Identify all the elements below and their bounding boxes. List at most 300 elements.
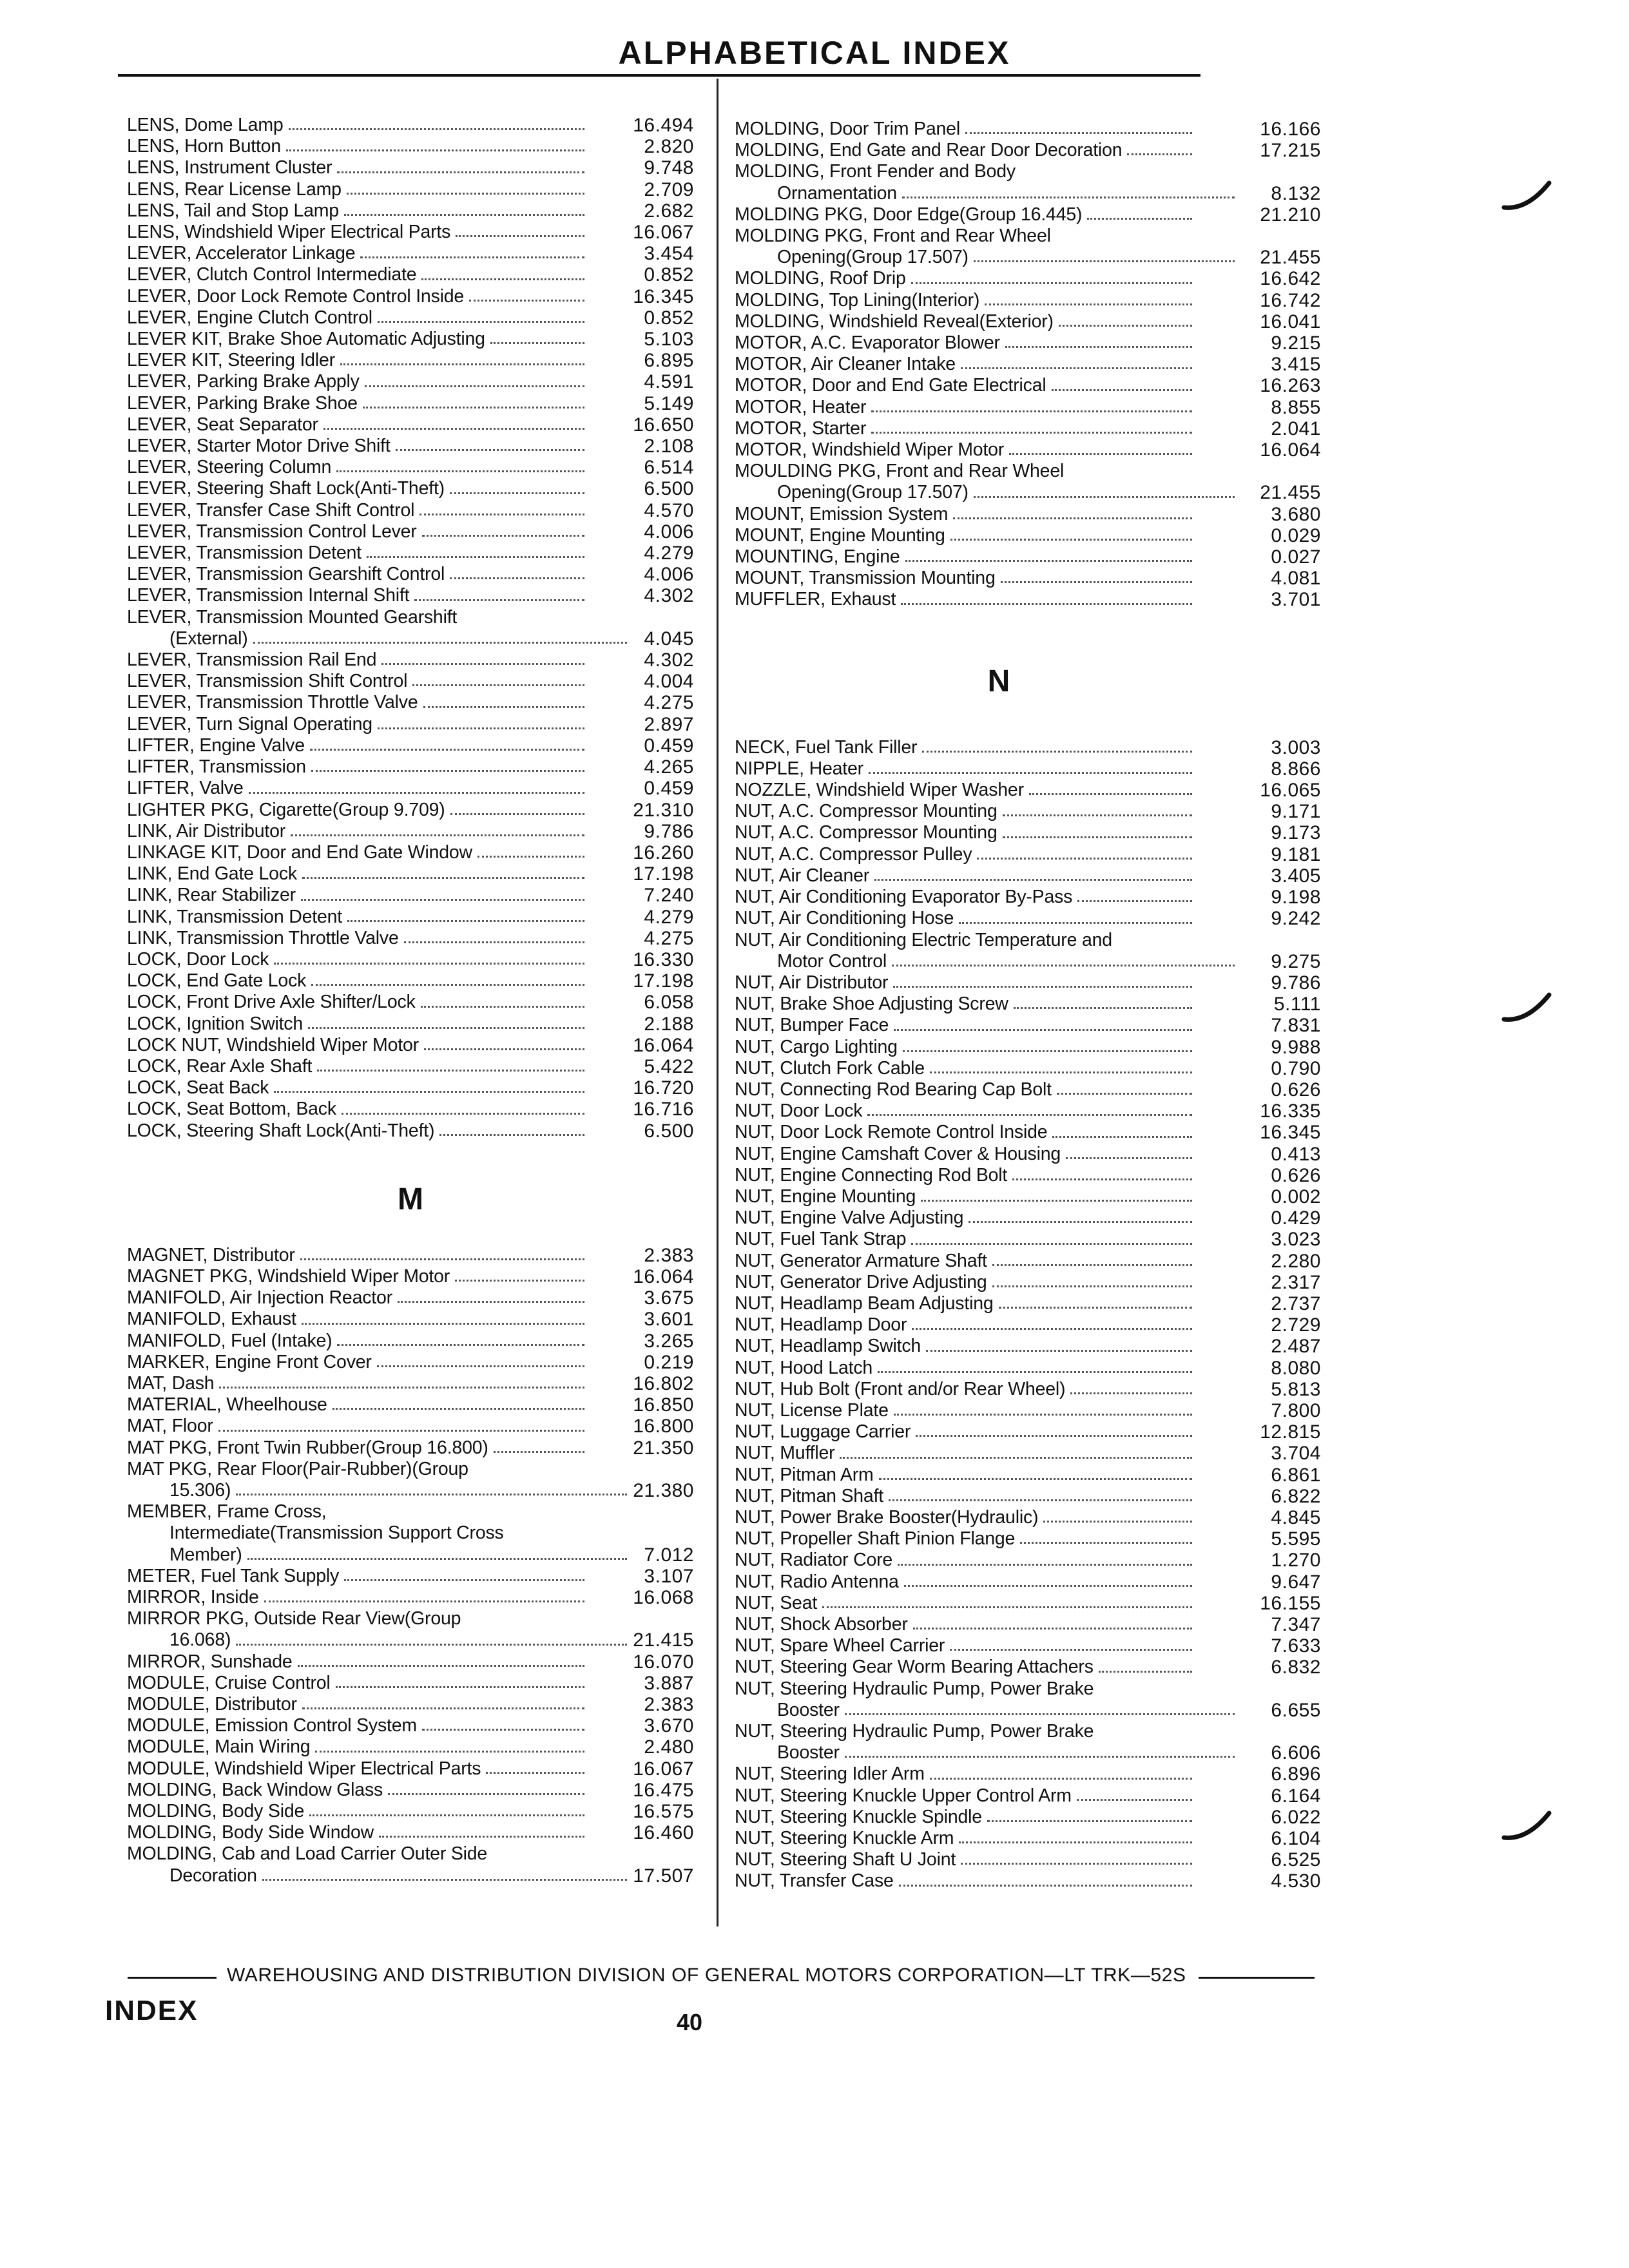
entry-page-ref: 0.459 xyxy=(644,778,694,800)
entry-text: NUT, Generator Drive Adjusting xyxy=(735,1272,990,1293)
entry-page-ref: 3.601 xyxy=(644,1309,694,1331)
index-entry xyxy=(735,375,1321,396)
index-entry xyxy=(735,1528,1321,1550)
entry-page-ref: 4.006 xyxy=(644,521,694,543)
dot-leader xyxy=(309,970,584,992)
entry-page-ref: 16.041 xyxy=(1260,311,1321,332)
dot-leader xyxy=(865,1100,1192,1122)
index-entry xyxy=(735,568,1321,589)
entry-text: LOCK, Door Lock xyxy=(127,949,271,970)
dot-leader xyxy=(958,1849,1192,1870)
index-entry xyxy=(735,758,1321,780)
dot-leader xyxy=(971,247,1235,268)
entry-page-ref: 4.302 xyxy=(644,585,694,607)
entry-text: LOCK, Seat Back xyxy=(127,1077,271,1099)
entry-page-ref: 6.606 xyxy=(1271,1742,1321,1764)
index-entry xyxy=(735,546,1321,568)
entry-text: NUT, Transfer Case xyxy=(735,1870,896,1892)
entry-text: NUT, A.C. Compressor Mounting xyxy=(735,822,1000,843)
index-entry xyxy=(735,1037,1321,1058)
dot-leader xyxy=(1124,140,1192,161)
entry-text: NUT, Clutch Fork Cable xyxy=(735,1058,927,1079)
dot-leader xyxy=(412,585,584,606)
entry-text: MOLDING, Door Trim Panel xyxy=(735,119,963,140)
entry-page-ref: 8.866 xyxy=(1271,758,1321,780)
dot-leader xyxy=(314,1056,584,1077)
section-letter: M xyxy=(398,1182,423,1216)
dot-leader xyxy=(1011,994,1192,1015)
entry-page-ref: 6.022 xyxy=(1271,1806,1321,1828)
dot-leader xyxy=(966,1207,1192,1229)
index-entry xyxy=(127,1099,694,1120)
dot-leader xyxy=(990,1251,1192,1272)
dot-leader xyxy=(298,885,584,906)
index-entry xyxy=(735,1400,1321,1421)
entry-text: NUT, Seat xyxy=(735,1593,820,1614)
index-entry xyxy=(735,1165,1321,1186)
entry-text: MAT, Dash xyxy=(127,1373,217,1394)
entry-text: LENS, Dome Lamp xyxy=(127,115,286,136)
entry-page-ref: 2.108 xyxy=(644,436,694,457)
dot-leader xyxy=(948,525,1192,546)
index-entry xyxy=(127,692,694,713)
dot-leader xyxy=(901,1571,1192,1593)
entry-page-ref: 4.302 xyxy=(644,649,694,671)
dot-leader xyxy=(437,1120,584,1142)
entry-page-ref: 4.845 xyxy=(1271,1506,1321,1528)
entry-page-ref: 21.350 xyxy=(633,1437,694,1459)
page-number: 40 xyxy=(677,2009,703,2035)
index-entry xyxy=(735,780,1321,801)
dot-leader xyxy=(923,1336,1192,1357)
entry-text: MUFFLER, Exhaust xyxy=(735,589,898,610)
entry-page-ref: 9.786 xyxy=(1271,972,1321,994)
entry-text: LEVER, Accelerator Linkage xyxy=(127,243,358,264)
dot-leader xyxy=(307,735,584,756)
index-entry xyxy=(735,1635,1321,1657)
dot-leader xyxy=(842,1742,1235,1763)
entry-page-ref: 16.716 xyxy=(633,1099,694,1120)
dot-leader xyxy=(333,1673,584,1694)
dot-leader xyxy=(419,264,584,285)
entry-page-ref: 0.852 xyxy=(644,307,694,329)
index-entry xyxy=(127,735,694,756)
entry-text: NUT, Air Conditioning Hose xyxy=(735,908,956,929)
index-entry xyxy=(735,930,1321,972)
dot-leader xyxy=(958,354,1192,375)
index-entry xyxy=(735,504,1321,525)
entry-page-ref: 3.887 xyxy=(644,1672,694,1694)
entry-page-ref: 9.786 xyxy=(644,820,694,842)
dot-leader xyxy=(927,1763,1192,1785)
page-title: ALPHABETICAL INDEX xyxy=(618,35,1011,71)
index-entry xyxy=(735,1293,1321,1314)
dot-leader xyxy=(889,951,1235,972)
entry-text: METER, Fuel Tank Supply xyxy=(127,1566,342,1587)
entry-text: NUT, Headlamp Switch xyxy=(735,1336,923,1357)
entry-text: NUT, Propeller Shaft Pinion Flange xyxy=(735,1528,1017,1550)
index-entry xyxy=(127,521,694,543)
dot-leader xyxy=(900,1037,1192,1058)
index-entry xyxy=(735,1122,1321,1143)
entry-page-ref: 5.422 xyxy=(644,1055,694,1077)
dot-leader xyxy=(985,1807,1192,1828)
dot-leader xyxy=(1050,1122,1192,1143)
index-entry xyxy=(127,1437,694,1459)
entry-text: MOLDING, End Gate and Rear Door Decoration xyxy=(735,140,1124,161)
entry-page-ref: 16.166 xyxy=(1260,119,1321,140)
check-mark-icon xyxy=(1501,1809,1553,1848)
entry-text: MOULDING PKG, Front and Rear Wheel xyxy=(735,461,1066,481)
dot-leader xyxy=(338,350,584,371)
check-mark-icon xyxy=(1501,991,1553,1030)
entry-text: MOLDING PKG, Front and Rear Wheel xyxy=(735,226,1054,246)
dot-leader xyxy=(998,568,1192,589)
entry-text: MAT PKG, Rear Floor(Pair-Rubber)(Group xyxy=(127,1459,471,1479)
entry-page-ref: 16.460 xyxy=(633,1822,694,1844)
entry-page-ref: 7.633 xyxy=(1271,1635,1321,1657)
section-letter: N xyxy=(987,664,1010,698)
index-entry xyxy=(127,1035,694,1056)
entry-text: NUT, Steering Knuckle Arm xyxy=(735,1828,956,1849)
entry-text: MOLDING, Front Fender and Body xyxy=(735,161,1018,182)
entry-text: LEVER, Transmission Rail End xyxy=(127,649,379,671)
index-entry xyxy=(127,778,694,799)
entry-text: MOTOR, Heater xyxy=(735,397,869,418)
entry-page-ref: 1.270 xyxy=(1271,1550,1321,1571)
dot-leader xyxy=(271,1077,584,1099)
dot-leader xyxy=(344,179,584,200)
dot-leader xyxy=(842,1700,1235,1721)
entry-text: MANIFOLD, Exhaust xyxy=(127,1309,299,1330)
entry-text: LOCK, Front Drive Axle Shifter/Lock xyxy=(127,992,418,1013)
dot-leader xyxy=(300,863,584,885)
index-entry xyxy=(735,844,1321,865)
dot-leader xyxy=(374,1352,584,1373)
entry-page-ref: 0.626 xyxy=(1271,1164,1321,1186)
index-entry xyxy=(735,1763,1321,1785)
entry-text: LOCK NUT, Windshield Wiper Motor xyxy=(127,1035,421,1056)
index-entry xyxy=(735,1593,1321,1614)
entry-page-ref: 16.650 xyxy=(633,414,694,436)
entry-text: Intermediate(Transmission Support Cross xyxy=(169,1523,506,1543)
dot-leader xyxy=(900,183,1235,204)
entry-page-ref: 9.275 xyxy=(1271,950,1321,972)
entry-text: NUT, Hub Bolt (Front and/or Rear Wheel) xyxy=(735,1379,1068,1400)
entry-page-ref: 4.045 xyxy=(644,628,694,649)
entry-text: LOCK, Seat Bottom, Back xyxy=(127,1099,339,1120)
entry-page-ref: 0.029 xyxy=(1271,524,1321,546)
entry-page-ref: 4.279 xyxy=(644,543,694,564)
dot-leader xyxy=(1007,439,1192,461)
entry-text: NUT, Pitman Arm xyxy=(735,1465,876,1486)
index-entry xyxy=(127,157,694,178)
dot-leader xyxy=(339,1099,584,1120)
entry-page-ref: 21.415 xyxy=(633,1629,694,1651)
entry-page-ref: 7.831 xyxy=(1271,1015,1321,1037)
entry-text: LOCK, Steering Shaft Lock(Anti-Theft) xyxy=(127,1120,437,1142)
entry-page-ref: 16.494 xyxy=(633,115,694,136)
entry-page-ref: 6.655 xyxy=(1271,1699,1321,1721)
entry-page-ref: 5.595 xyxy=(1271,1528,1321,1550)
index-entry xyxy=(127,414,694,436)
index-entry xyxy=(735,140,1321,161)
entry-text: NUT, Spare Wheel Carrier xyxy=(735,1635,947,1657)
index-entry xyxy=(735,801,1321,822)
entry-page-ref: 2.897 xyxy=(644,713,694,735)
index-entry xyxy=(735,1550,1321,1571)
dot-leader xyxy=(920,737,1192,758)
entry-page-ref: 16.345 xyxy=(633,285,694,307)
dot-leader xyxy=(418,992,584,1013)
index-entry xyxy=(735,461,1321,503)
entry-text: LINK, Air Distributor xyxy=(127,821,288,842)
index-entry xyxy=(127,1245,694,1266)
entry-page-ref: 3.265 xyxy=(644,1330,694,1352)
index-entry xyxy=(127,1501,694,1566)
entry-page-ref: 21.455 xyxy=(1260,482,1321,504)
entry-text: LIFTER, Transmission xyxy=(127,756,309,778)
entry-text: NUT, Air Conditioning Evaporator By-Pass xyxy=(735,887,1075,908)
entry-text: LEVER, Transfer Case Shift Control xyxy=(127,500,417,521)
index-entry xyxy=(127,756,694,778)
index-entry xyxy=(735,1614,1321,1635)
entry-text: LINKAGE KIT, Door and End Gate Window xyxy=(127,842,475,863)
entry-text: LEVER, Transmission Shift Control xyxy=(127,671,410,692)
entry-text: NUT, Engine Camshaft Cover & Housing xyxy=(735,1144,1063,1165)
check-mark-icon xyxy=(1501,179,1553,218)
entry-text: LEVER, Starter Motor Drive Shift xyxy=(127,436,393,457)
entry-text: LENS, Rear License Lamp xyxy=(127,179,344,200)
entry-text: NUT, Bumper Face xyxy=(735,1015,891,1036)
index-entry xyxy=(735,1870,1321,1892)
entry-text: NUT, Steering Gear Worm Bearing Attachers xyxy=(735,1657,1096,1678)
dot-leader xyxy=(330,1394,584,1416)
dot-leader xyxy=(866,758,1192,780)
index-entry xyxy=(735,887,1321,908)
entry-text: MODULE, Main Wiring xyxy=(127,1736,313,1758)
dot-leader xyxy=(251,628,627,649)
index-entry xyxy=(735,439,1321,461)
index-entry xyxy=(735,1571,1321,1593)
entry-text: LEVER, Steering Shaft Lock(Anti-Theft) xyxy=(127,478,447,499)
dot-leader xyxy=(974,844,1192,865)
dot-leader xyxy=(313,1736,584,1758)
entry-page-ref: 2.820 xyxy=(644,136,694,158)
dot-leader xyxy=(1041,1507,1192,1528)
entry-page-ref: 2.383 xyxy=(644,1244,694,1266)
entry-page-ref: 9.181 xyxy=(1271,843,1321,865)
entry-page-ref: 21.210 xyxy=(1260,204,1321,226)
index-entry xyxy=(735,1079,1321,1100)
dot-leader xyxy=(1096,1657,1192,1678)
entry-text: MODULE, Emission Control System xyxy=(127,1715,419,1736)
footer-publisher: WAREHOUSING AND DISTRIBUTION DIVISION OF GENERAL MOTORS CORPORATION—LT TRK—52S xyxy=(227,1965,1186,1986)
entry-text: MANIFOLD, Fuel (Intake) xyxy=(127,1331,334,1352)
entry-text: NUT, A.C. Compressor Pulley xyxy=(735,844,974,865)
index-entry xyxy=(127,1566,694,1587)
dot-leader xyxy=(869,397,1192,418)
index-entry xyxy=(735,1207,1321,1229)
index-entry xyxy=(735,418,1321,439)
entry-page-ref: 16.064 xyxy=(633,1034,694,1056)
index-entry xyxy=(127,907,694,928)
entry-page-ref: 3.680 xyxy=(1271,503,1321,525)
dot-leader xyxy=(891,1400,1192,1421)
index-entry xyxy=(127,1309,694,1330)
entry-text: NUT, Luggage Carrier xyxy=(735,1421,913,1443)
entry-page-ref: 5.149 xyxy=(644,392,694,414)
dot-leader xyxy=(376,1822,584,1843)
dot-leader xyxy=(1000,822,1192,843)
dot-leader xyxy=(284,136,584,157)
entry-page-ref: 7.347 xyxy=(1271,1614,1321,1635)
index-entry xyxy=(127,649,694,671)
dot-leader xyxy=(447,564,584,585)
index-entry xyxy=(127,564,694,585)
dot-leader xyxy=(1049,375,1193,396)
entry-page-ref: 6.896 xyxy=(1271,1763,1321,1785)
entry-text: MOLDING, Body Side xyxy=(127,1801,307,1822)
entry-page-ref: 4.006 xyxy=(644,564,694,586)
entry-page-ref: 0.790 xyxy=(1271,1057,1321,1079)
entry-page-ref: 9.215 xyxy=(1271,332,1321,354)
entry-page-ref: 3.454 xyxy=(644,243,694,265)
index-entry xyxy=(735,1314,1321,1336)
entry-text: LINK, End Gate Lock xyxy=(127,863,300,885)
entry-text: LEVER, Turn Signal Operating xyxy=(127,714,375,735)
entry-page-ref: 0.852 xyxy=(644,264,694,286)
entry-text: NUT, Headlamp Beam Adjusting xyxy=(735,1293,996,1314)
entry-page-ref: 4.279 xyxy=(644,906,694,928)
dot-leader xyxy=(245,1544,627,1566)
index-entry xyxy=(735,525,1321,546)
dot-leader xyxy=(837,1443,1192,1464)
dot-leader xyxy=(421,1035,584,1056)
index-entry xyxy=(735,311,1321,332)
index-entry xyxy=(127,1694,694,1715)
index-entry xyxy=(127,264,694,285)
index-entry xyxy=(735,1251,1321,1272)
index-entry xyxy=(735,119,1321,140)
entry-text: NUT, Door Lock Remote Control Inside xyxy=(735,1122,1050,1143)
entry-page-ref: 12.815 xyxy=(1260,1421,1321,1443)
dot-leader xyxy=(947,1635,1192,1657)
index-entry xyxy=(127,115,694,136)
dot-leader xyxy=(364,543,584,564)
entry-page-ref: 3.670 xyxy=(644,1715,694,1737)
index-entry xyxy=(127,1715,694,1736)
footer-rule-left xyxy=(128,1977,217,1979)
index-entry xyxy=(127,1736,694,1758)
index-entry xyxy=(127,393,694,414)
dot-leader xyxy=(358,243,584,264)
dot-leader xyxy=(217,1373,584,1394)
dot-leader xyxy=(401,928,584,949)
entry-page-ref: 16.345 xyxy=(1260,1122,1321,1144)
entry-text: NUT, Steering Hydraulic Pump, Power Brake xyxy=(735,1721,1096,1742)
dot-leader xyxy=(419,1715,584,1736)
dot-leader xyxy=(417,500,584,521)
entry-text: Ornamentation xyxy=(777,183,900,204)
entry-text: LINK, Transmission Detent xyxy=(127,907,345,928)
entry-page-ref: 16.260 xyxy=(633,841,694,863)
entry-text: NECK, Fuel Tank Filler xyxy=(735,737,920,758)
entry-text: LENS, Windshield Wiper Electrical Parts xyxy=(127,222,453,243)
entry-page-ref: 17.198 xyxy=(633,970,694,992)
entry-text: MANIFOLD, Air Injection Reactor xyxy=(127,1287,395,1309)
dot-leader xyxy=(295,1651,584,1673)
entry-page-ref: 21.310 xyxy=(633,799,694,821)
entry-text: MOLDING, Windshield Reveal(Exterior) xyxy=(735,311,1056,332)
index-entry xyxy=(127,1373,694,1394)
entry-text: NUT, Power Brake Booster(Hydraulic) xyxy=(735,1507,1041,1528)
dot-leader xyxy=(895,1550,1192,1571)
dot-leader xyxy=(927,1058,1192,1079)
dot-leader xyxy=(956,1828,1192,1849)
dot-leader xyxy=(453,222,584,243)
entry-text: LEVER, Steering Column xyxy=(127,457,334,478)
index-entry xyxy=(127,928,694,949)
entry-text: NUT, A.C. Compressor Mounting xyxy=(735,801,1000,822)
index-entry xyxy=(127,543,694,564)
entry-text: LIFTER, Valve xyxy=(127,778,246,799)
dot-leader xyxy=(393,436,584,457)
dot-leader xyxy=(911,1614,1192,1635)
entry-page-ref: 6.861 xyxy=(1271,1464,1321,1486)
dot-leader xyxy=(342,200,584,222)
entry-text: MAT, Floor xyxy=(127,1416,216,1437)
index-entry xyxy=(735,994,1321,1015)
entry-text: MOUNT, Emission System xyxy=(735,504,950,525)
entry-text: MATERIAL, Wheelhouse xyxy=(127,1394,330,1416)
index-entry xyxy=(127,1673,694,1694)
dot-leader xyxy=(216,1416,584,1437)
entry-text: MIRROR PKG, Outside Rear View(Group xyxy=(127,1608,463,1629)
index-entry xyxy=(127,671,694,692)
index-entry xyxy=(127,1459,694,1501)
dot-leader xyxy=(360,393,584,414)
entry-text: NUT, Door Lock xyxy=(735,1100,865,1122)
entry-page-ref: 9.198 xyxy=(1271,887,1321,908)
entry-page-ref: 0.219 xyxy=(644,1351,694,1373)
entry-page-ref: 16.642 xyxy=(1260,268,1321,290)
dot-leader xyxy=(891,1015,1192,1036)
entry-page-ref: 6.500 xyxy=(644,478,694,500)
entry-text: NUT, Radiator Core xyxy=(735,1550,895,1571)
dot-leader xyxy=(385,1780,584,1801)
dot-leader xyxy=(491,1437,584,1459)
entry-text: LEVER, Door Lock Remote Control Inside xyxy=(127,286,467,307)
index-entry xyxy=(127,200,694,222)
dot-leader xyxy=(488,329,584,350)
entry-text: MIRROR, Sunshade xyxy=(127,1651,295,1673)
entry-page-ref: 4.530 xyxy=(1271,1870,1321,1892)
index-entry xyxy=(127,1843,694,1886)
index-entry xyxy=(735,1015,1321,1036)
entry-page-ref: 0.429 xyxy=(1271,1207,1321,1229)
entry-text: (External) xyxy=(169,628,251,649)
index-entry xyxy=(735,161,1321,204)
index-entry xyxy=(127,1608,694,1651)
dot-leader xyxy=(913,1421,1192,1443)
dot-leader xyxy=(1027,780,1192,801)
entry-page-ref: 5.813 xyxy=(1271,1378,1321,1400)
entry-text: NUT, Hood Latch xyxy=(735,1358,875,1379)
dot-leader xyxy=(909,1314,1192,1336)
entry-text: LEVER, Transmission Control Lever xyxy=(127,521,419,543)
dot-leader xyxy=(963,119,1192,140)
